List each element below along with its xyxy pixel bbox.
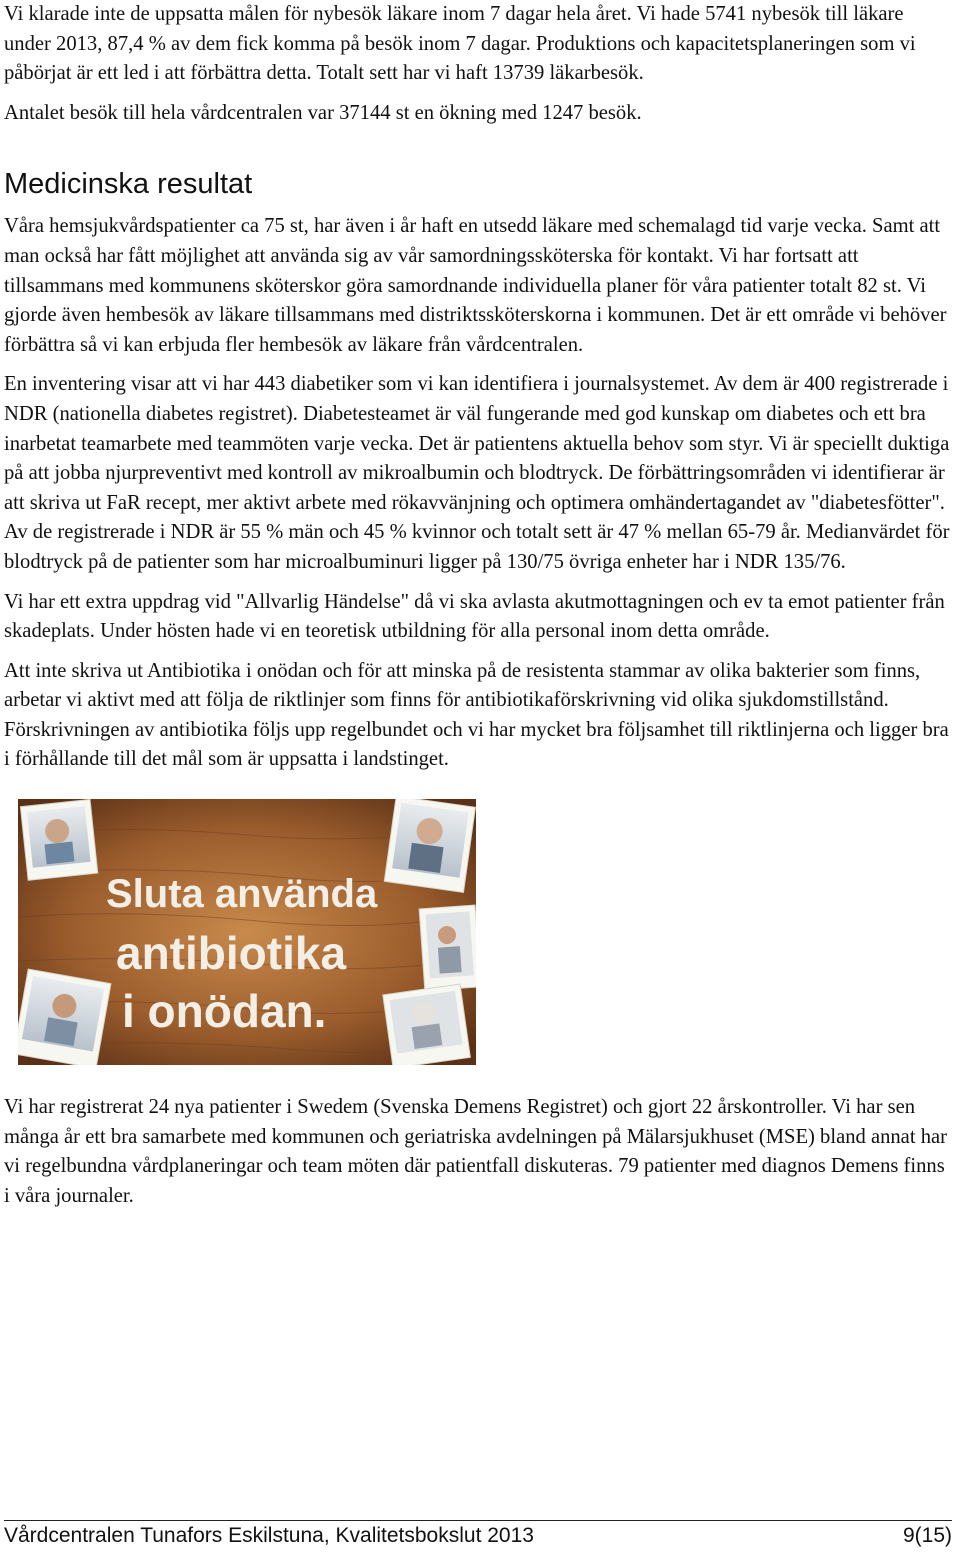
paragraph-new-visits: Vi klarade inte de uppsatta målen för nybesök läkare inom 7 dagar hela året. Vi hade 5741 nybesök till läkare under 2013, 87,4 % av dem fick komma på besök inom 7 dagar. Produktions och kapacitetsplaneringen som vi påbörjat är ett led i att förbättra detta. Totalt sett har vi haft 13739 läkarbesök. [4,3,916,85]
photo-mid-right [419,905,476,991]
footer-title: Vårdcentralen Tunafors Eskilstuna, Kvalitetsbokslut 2013 [4,1524,534,1547]
page-number: 9(15) [902,1524,952,1547]
paragraph-serious-event: Vi har ett extra uppdrag vid "Allvarlig Händelse" då vi ska avlasta akutmottagningen och ev ta emot patienter från skadeplats. Under hösten hade vi en teoretisk utbildning för alla personal inom detta område. [4,590,945,643]
photo-bottom-left [18,969,111,1065]
photo-top-left [20,799,97,880]
paragraph-home-care: Våra hemsjukvårdspatienter ca 75 st, har även i år haft en utsedd läkare med schemalagd tid varje vecka. Samt att man också har fått möjlighet att använda sig av vår samordningssköterska för kontakt. Vi har fortsatt att tillsammans med kommunens sköterskor göra samordnande individuella planer för våra patienter totalt 82 st. Vi gjorde även hembesök av läkare tillsammans med distriktssköterskorna i kommunen. Det är ett område vi behöver förbättra så vi kan erbjuda fler hembesök av läkare från vårdcentralen. [4,215,947,356]
photo-bottom-right [383,984,471,1065]
page-footer [4,1520,952,1551]
poster-line-1: Sluta använda [106,872,378,917]
antibiotics-poster-image [18,799,476,1065]
paragraph-diabetes: En inventering visar att vi har 443 diabetiker som vi kan identifiera i journalsystemet. Av dem är 400 registrerade i NDR (nationella diabetes registret). Diabetesteamet är väl fungerande med god kunskap om diabetes och ett bra inarbetat teamarbete med teammöten varje vecka. Det är patientens aktuella behov som styr. Vi är speciellt duktiga på att jobba njurpreventivt med kontroll av mikroalbumin och blodtryck. De förbättringsområden vi identifierar är att skriva ut FaR recept, mer aktivt arbete med rökavvänjning och optimera omhändertagandet av "diabetesfötter". Av de registrerade i NDR är 55 % män och 45 % kvinnor och totalt sett är 47 % mellan 65-79 år. Medianvärdet för blodtryck på de patienter som har microalbuminuri ligger på 130/75 övriga enheter har i NDR 135/76. [4,373,950,573]
paragraph-total-visits: Antalet besök till hela vårdcentralen var 37144 st en ökning med 1247 besök. [4,101,642,124]
paragraph-antibiotics: Att inte skriva ut Antibiotika i onödan och för att minska på de resistenta stammar av olika bakterier som finns, arbetar vi aktivt med att följa de riktlinjer som finns för antibiotikaförskrivning vid olika sjukdomstillstånd. Förskrivningen av antibiotika följs upp regelbundet och vi har mycket bra följsamhet till riktlinjerna och ligger bra i förhållande till det mål som är uppsatta i landstinget. [4,659,949,771]
poster-line-2: antibiotika [116,927,347,980]
section-heading: Medicinska resultat [4,168,253,201]
photo-top-right [384,799,475,892]
document-page [4,0,954,1211]
poster-line-3: i onödan. [122,985,327,1038]
paragraph-dementia: Vi har registrerat 24 nya patienter i Swedem (Svenska Demens Registret) och gjort 22 årskontroller. Vi har sen många år ett bra samarbete med kommunen och geriatriska avdelningen på Mälarsjukhuset (MSE) bland annat har vi regelbundna vårdplaneringar och team möten där patientfall diskuteras. 79 patienter med diagnos Demens finns i våra journaler. [4,1096,947,1207]
